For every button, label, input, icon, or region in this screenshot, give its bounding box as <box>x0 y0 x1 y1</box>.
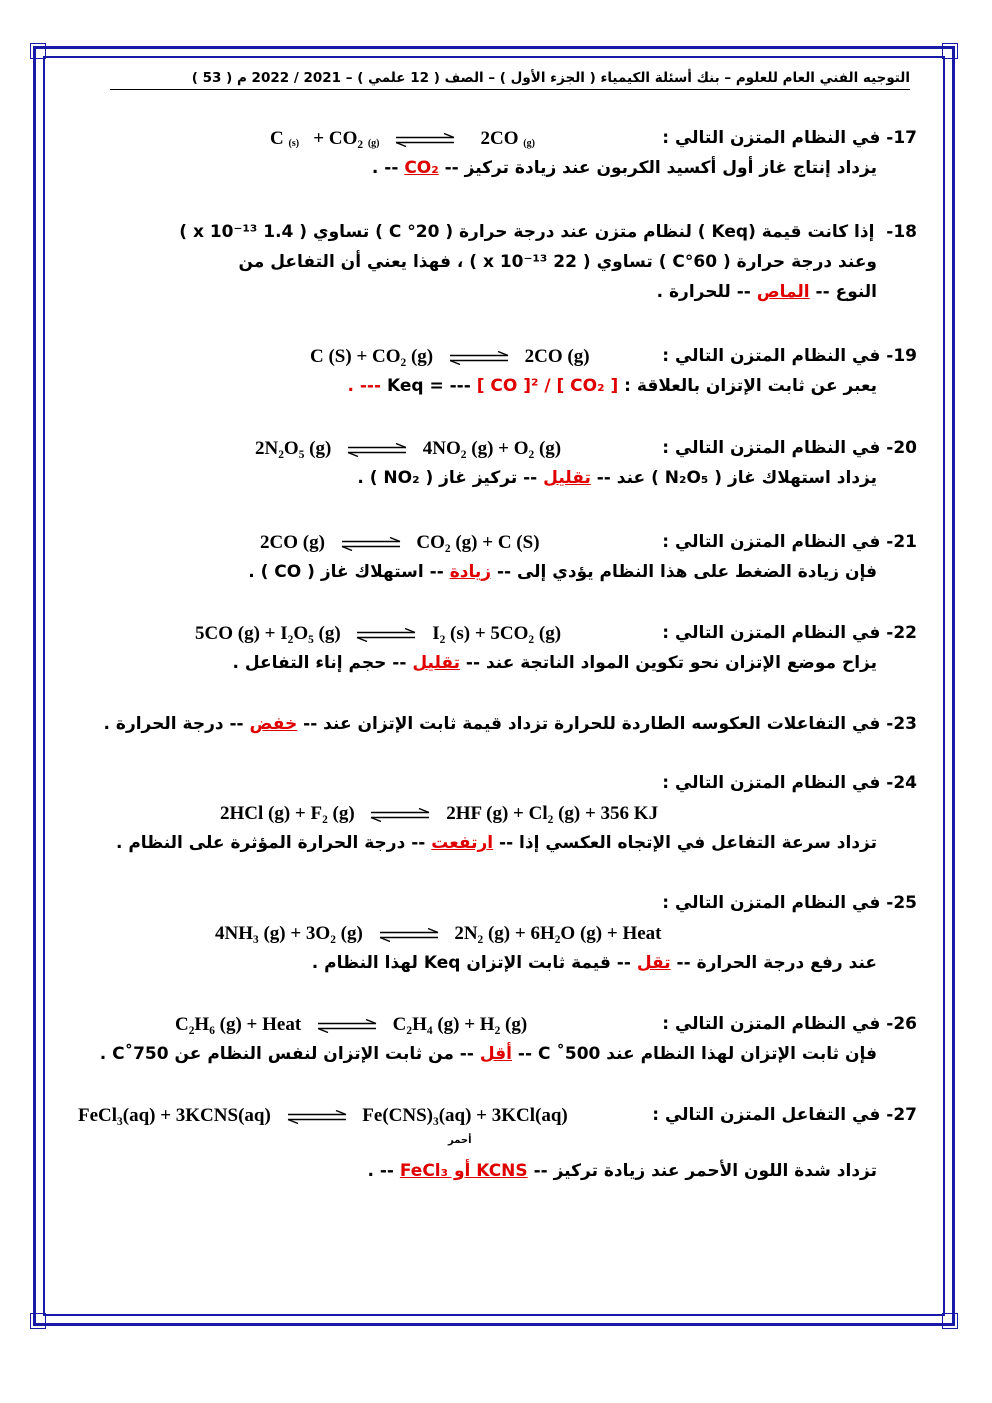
chemical-equation: 2N₂O₅ (g) 4NO₂ (g) + O₂ (g) <box>255 438 562 459</box>
question-stem: في النظام المتزن التالي : <box>662 532 881 552</box>
question-stem: في النظام المتزن التالي : <box>662 438 881 458</box>
color-note: أحمر <box>448 1135 472 1146</box>
question-text: في التفاعلات العكوسه الطاردة للحرارة تزداد قيمة ثابت الإتزان عند -- <box>303 714 881 734</box>
border-corner <box>30 1313 46 1329</box>
answer: [ CO ]² / [ CO₂ ] <box>476 376 619 396</box>
equilibrium-arrow-icon <box>286 1110 348 1124</box>
question-text: تزداد سرعة التفاعل في الإتجاه العكسي إذا -- <box>499 833 877 853</box>
answer: أقل <box>479 1044 512 1064</box>
question-text: فإن زيادة الضغط على هذا النظام يؤدي إلى -- <box>496 562 877 582</box>
answer: تقل <box>636 953 671 973</box>
chemical-equation: C₂H₆ (g) + Heat C₂H₄ (g) + H₂ (g) <box>175 1014 528 1035</box>
question-20: 20- في النظام المتزن التالي : 2N₂O₅ (g) 4NO₂ (g) + O₂ (g) يزداد استهلاك غاز ( N₂O₅ ) عند -- تقليل -- تركيز غاز ( NO₂ ) . <box>255 438 917 488</box>
equilibrium-arrow-icon <box>346 443 408 457</box>
question-23: 23- في التفاعلات العكوسه الطاردة للحرارة تزداد قيمة ثابت الإتزان عند -- خفض -- درجة الحرارة . <box>103 714 917 734</box>
question-27: 27- في التفاعل المتزن التالي : FeCl₃(aq) + 3KCNS(aq) Fe(CNS)₃(aq) + 3KCl(aq) أحمر تزداد شدة اللون الأحمر عند زيادة تركيز -- KCNS أو FeCl₃ -- . <box>78 1105 917 1181</box>
question-19: 19- في النظام المتزن التالي : C (S) + CO₂ (g) 2CO (g) يعبر عن ثابت الإتزان بالعلاقة : Keq = --- [ CO ]² / [ CO₂ ] --- . <box>310 346 917 396</box>
question-26: 26- في النظام المتزن التالي : C₂H₆ (g) + Heat C₂H₄ (g) + H₂ (g) فإن ثابت الإتزان لهذا النظام عند 500˚ C -- أقل -- من ثابت الإتزان لنفس النظام عن 750˚C . <box>99 1014 917 1064</box>
chemical-equation: 2CO (g) CO₂ (g) + C (S) <box>260 532 540 553</box>
question-number: 19- <box>886 346 917 366</box>
question-number: 27- <box>886 1105 917 1125</box>
equilibrium-arrow-icon <box>340 537 402 551</box>
question-stem: في النظام المتزن التالي : <box>662 346 881 366</box>
question-text: إذا كانت قيمة (Keq ) لنظام متزن عند درجة حرارة ( 20° C ) تساوي ( 1.4 x 10⁻¹³ ) <box>179 222 875 242</box>
equilibrium-arrow-icon <box>394 133 456 147</box>
border-corner <box>942 43 958 59</box>
answer: خفض <box>249 714 298 734</box>
question-stem: في النظام المتزن التالي : <box>662 773 881 793</box>
border-corner <box>30 43 46 59</box>
question-stem: في النظام المتزن التالي : <box>662 1014 881 1034</box>
equilibrium-arrow-icon <box>355 628 417 642</box>
answer: تقليل <box>412 653 460 673</box>
question-number: 20- <box>886 438 917 458</box>
answer: الماص <box>756 282 810 302</box>
question-25: 25- في النظام المتزن التالي : 4NH₃ (g) + 3O₂ (g) 2N₂ (g) + 6H₂O (g) + Heat عند رفع درجة الحرارة -- تقل -- قيمة ثابت الإتزان Keq لهذا النظام . <box>215 893 917 973</box>
question-18: 18- إذا كانت قيمة (Keq ) لنظام متزن عند درجة حرارة ( 20° C ) تساوي ( 1.4 x 10⁻¹³ ) وعند درجة حرارة ( 60°C ) تساوي ( 22 x 10⁻¹³ ) ، فهذا يعني أن التفاعل من النوع -- الماص -- للحرارة . <box>179 222 917 302</box>
question-number: 21- <box>886 532 917 552</box>
border-corner <box>942 1313 958 1329</box>
question-stem: في النظام المتزن التالي : <box>662 623 881 643</box>
question-24: 24- في النظام المتزن التالي : 2HCl (g) + F₂ (g) 2HF (g) + Cl₂ (g) + 356 KJ تزداد سرعة التفاعل في الإتجاه العكسي إذا -- ارتفعت -- درجة الحرارة المؤثرة على النظام . <box>115 773 917 853</box>
chemical-equation: 2HCl (g) + F₂ (g) 2HF (g) + Cl₂ (g) + 356 KJ <box>220 803 659 824</box>
chemical-equation: C (s) + CO₂ (g) 2CO (g) <box>270 128 535 149</box>
question-number: 26- <box>886 1014 917 1034</box>
question-number: 23- <box>886 714 917 734</box>
answer: KCNS أو FeCl₃ <box>399 1161 528 1181</box>
question-text: يزداد إنتاج غاز أول أكسيد الكربون عند زيادة تركيز -- <box>444 158 877 178</box>
question-text: فإن ثابت الإتزان لهذا النظام عند 500˚ C -- <box>517 1044 877 1064</box>
question-stem: في النظام المتزن التالي : <box>662 893 881 913</box>
equilibrium-arrow-icon <box>448 351 510 365</box>
question-text: وعند درجة حرارة ( 60°C ) تساوي ( 22 x 10⁻¹³ ) ، فهذا يعني أن التفاعل من <box>238 252 877 272</box>
question-number: 22- <box>886 623 917 643</box>
chemical-equation: 4NH₃ (g) + 3O₂ (g) 2N₂ (g) + 6H₂O (g) + Heat <box>215 923 662 944</box>
equilibrium-arrow-icon <box>378 928 440 942</box>
equilibrium-arrow-icon <box>369 808 431 822</box>
question-22: 22- في النظام المتزن التالي : 5CO (g) + I₂O₅ (g) I₂ (s) + 5CO₂ (g) يزاح موضع الإتزان نحو تكوين المواد الناتجة عند -- تقليل -- حجم إناء التفاعل . <box>195 623 917 673</box>
equilibrium-arrow-icon <box>316 1019 378 1033</box>
question-stem: في النظام المتزن التالي : <box>662 128 881 148</box>
chemical-equation: 5CO (g) + I₂O₅ (g) I₂ (s) + 5CO₂ (g) <box>195 623 562 644</box>
answer: CO₂ <box>404 158 439 178</box>
question-number: 17- <box>886 128 917 148</box>
answer: تقليل <box>543 468 591 488</box>
question-text: يزداد استهلاك غاز ( N₂O₅ ) عند -- <box>596 468 877 488</box>
question-number: 24- <box>886 773 917 793</box>
question-17: 17- في النظام المتزن التالي : C (s) + CO₂ (g) 2CO (g) يزداد إنتاج غاز أول أكسيد الكربون عند زيادة تركيز -- CO₂ -- . <box>270 128 917 178</box>
question-stem: في التفاعل المتزن التالي : <box>652 1105 881 1125</box>
question-text: يزاح موضع الإتزان نحو تكوين المواد الناتجة عند -- <box>465 653 877 673</box>
question-text: تزداد شدة اللون الأحمر عند زيادة تركيز -- <box>533 1161 877 1181</box>
question-21: 21- في النظام المتزن التالي : 2CO (g) CO₂ (g) + C (S) فإن زيادة الضغط على هذا النظام يؤدي إلى -- زيادة -- استهلاك غاز ( CO ) . <box>248 532 917 582</box>
question-number: 18- <box>886 222 917 242</box>
question-text: عند رفع درجة الحرارة -- <box>676 953 877 973</box>
chemical-equation: C (S) + CO₂ (g) 2CO (g) <box>310 346 590 367</box>
question-number: 25- <box>886 893 917 913</box>
answer: زيادة <box>449 562 492 582</box>
answer: ارتفعت <box>431 833 494 853</box>
chemical-equation: FeCl₃(aq) + 3KCNS(aq) Fe(CNS)₃(aq) + 3KCl(aq) <box>78 1105 568 1126</box>
question-text: يعبر عن ثابت الإتزان بالعلاقة : Keq = --- <box>386 376 877 396</box>
page-header: التوجيه الفني العام للعلوم – بنك أسئلة الكيمياء ( الجزء الأول ) – الصف ( 12 علمي ) – 2021 / 2022 م ( 53 ) <box>110 70 910 90</box>
